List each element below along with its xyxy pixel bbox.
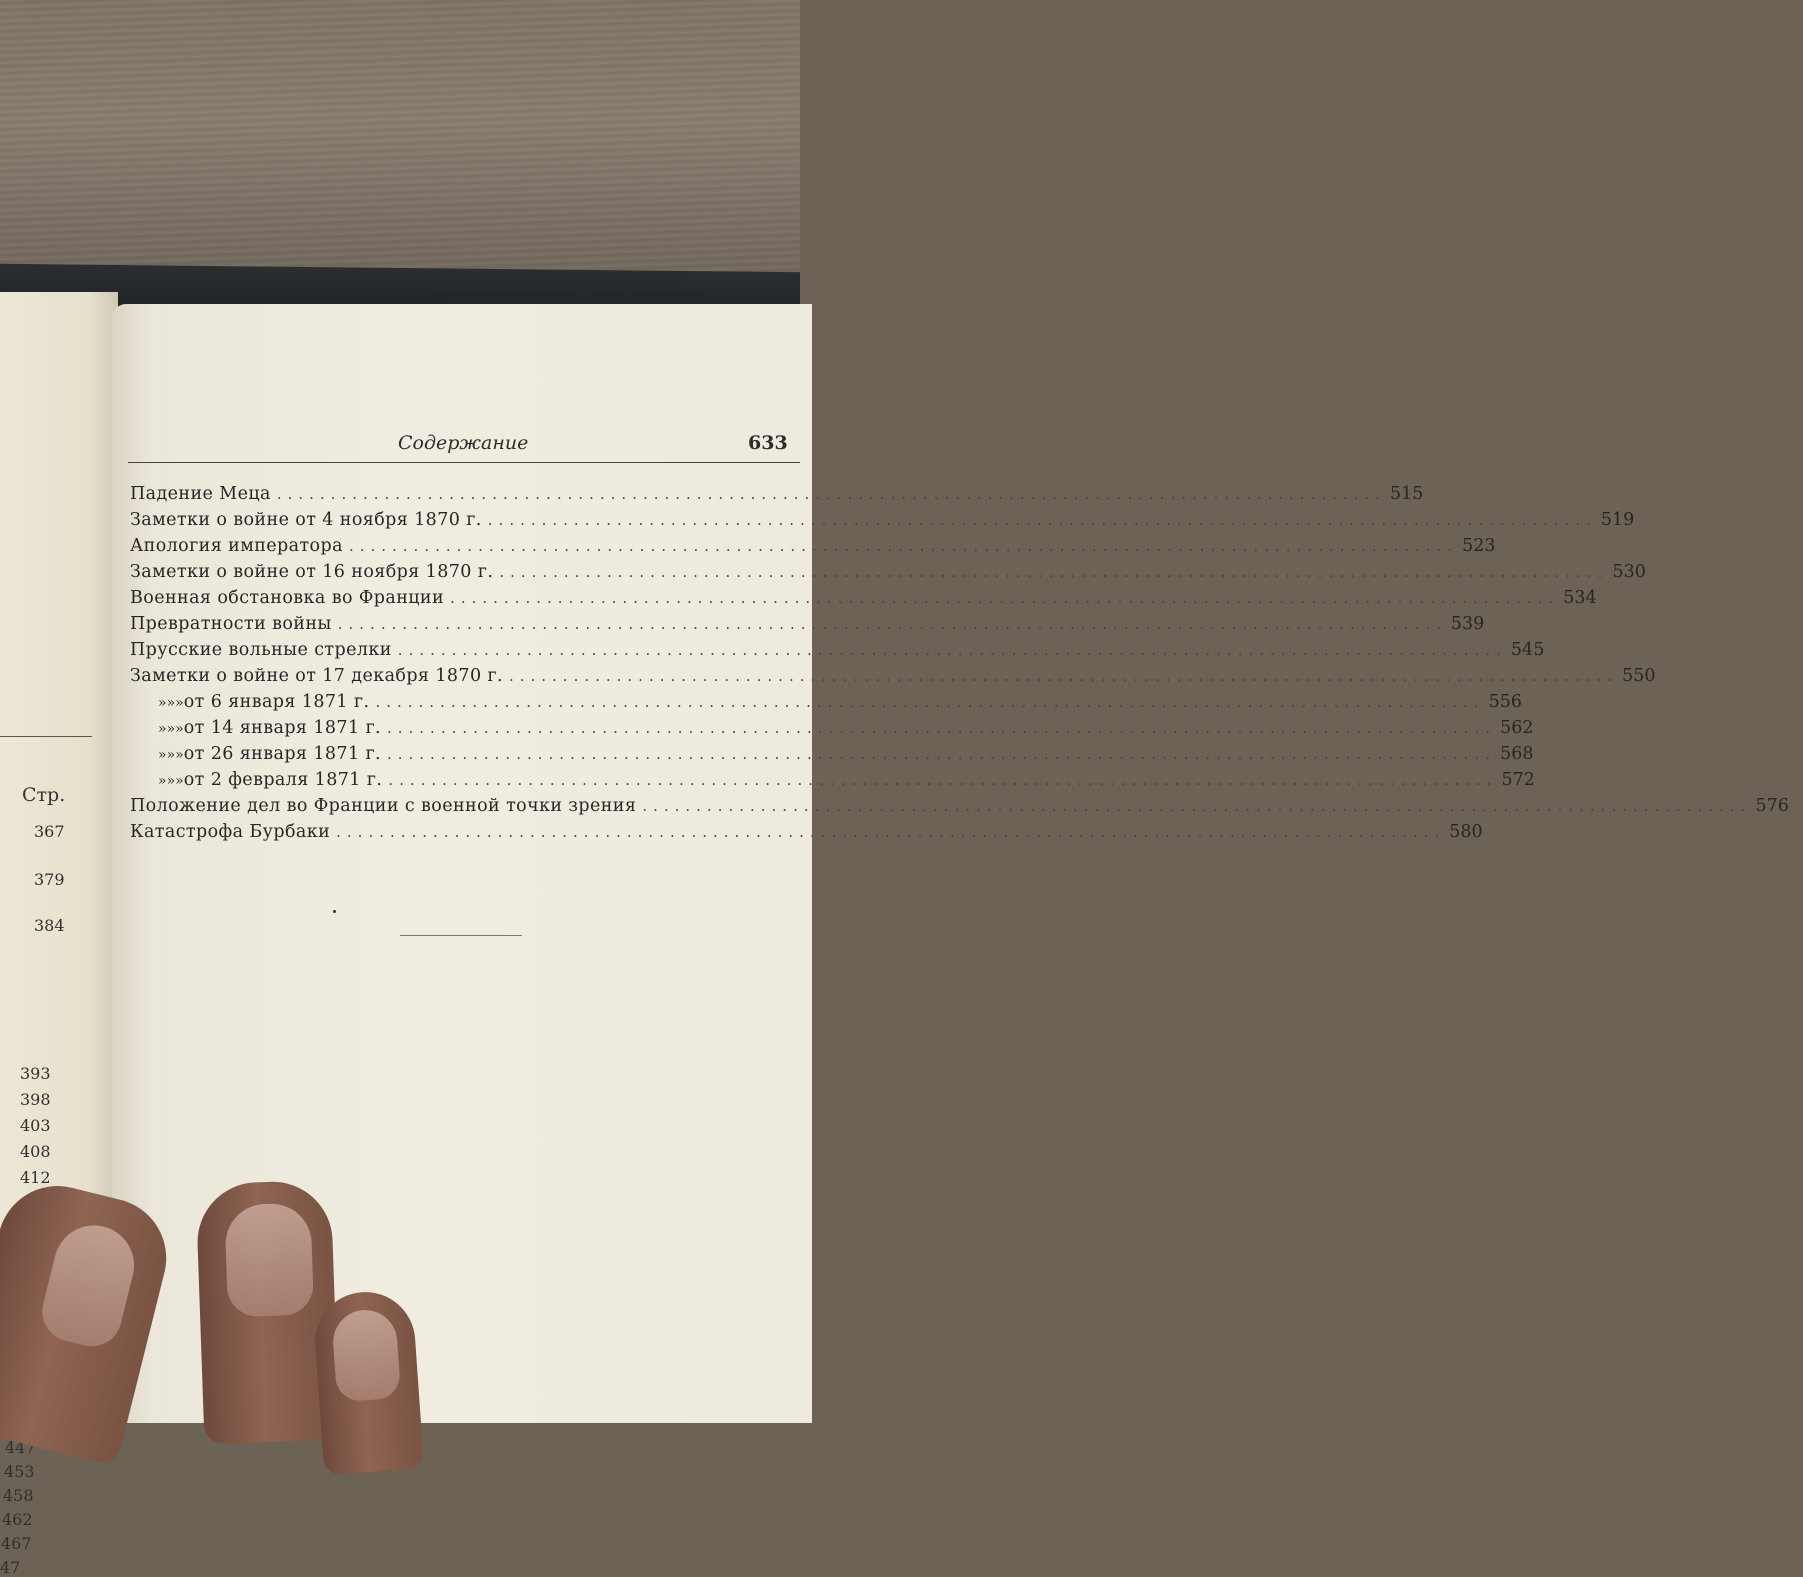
left-page-number: 462	[2, 1510, 33, 1529]
left-page-number: 379	[34, 870, 65, 889]
toc-entry-page: 545	[1510, 640, 1545, 660]
toc-entry	[130, 562, 1646, 588]
header-rule	[128, 462, 800, 463]
toc-entry-title: Прусские вольные стрелки	[130, 640, 392, 660]
fingernail	[36, 1217, 143, 1353]
toc-leader-dots: .......................................................................................................	[386, 719, 1497, 737]
page-number: 633	[748, 432, 788, 454]
left-page-number: 458	[3, 1486, 34, 1505]
toc-entry-page: 580	[1449, 822, 1483, 842]
ditto-mark: »	[175, 747, 184, 763]
toc-entry-page: 523	[1462, 536, 1496, 556]
ditto-mark: »	[166, 695, 176, 711]
left-page-number: 467	[1, 1534, 32, 1553]
ditto-mark: »	[166, 747, 176, 763]
toc-entry-page: 556	[1488, 692, 1522, 712]
toc-entry-page: 515	[1389, 484, 1424, 504]
toc-entry	[130, 510, 1635, 536]
toc-leader-dots: .......................................................................................................	[450, 589, 1560, 607]
toc-entry	[130, 796, 1789, 822]
fingernail	[224, 1202, 314, 1317]
toc-entry-title: Апология императора	[130, 536, 343, 556]
toc-entry-title: от 6 января 1871 г.	[183, 692, 370, 712]
left-page-number: 47	[0, 1558, 21, 1577]
toc-entry	[130, 484, 1424, 510]
ditto-mark: »	[158, 721, 167, 737]
toc-leader-dots: .......................................................................................................	[642, 797, 1752, 815]
toc-entry-page: 550	[1622, 666, 1656, 686]
toc-leader-dots: .......................................................................................................	[348, 537, 1459, 555]
toc-entry-page: 530	[1612, 562, 1646, 582]
table-of-contents	[130, 484, 1789, 848]
toc-entry-title: Катастрофа Бурбаки	[130, 822, 331, 842]
ditto-mark: »	[175, 773, 184, 789]
toc-entry-title: Военная обстановка во Франции	[130, 588, 445, 608]
toc-leader-dots: .......................................................................................................	[499, 563, 1609, 581]
running-head-title: Содержание	[398, 432, 529, 454]
left-page-number: 384	[34, 916, 65, 935]
toc-entry-title: от 14 января 1871 г.	[183, 718, 381, 738]
toc-entry-title: от 26 января 1871 г.	[183, 744, 381, 764]
toc-entry-title: Заметки о войне от 17 декабря 1870 г.	[130, 666, 503, 686]
end-rule	[400, 935, 522, 936]
ditto-mark: »	[158, 747, 167, 763]
toc-leader-dots: .......................................................................................................	[388, 771, 1498, 789]
toc-entry	[130, 640, 1545, 666]
left-page-number: 447	[5, 1438, 36, 1457]
left-page-number: 367	[34, 822, 65, 841]
toc-entry	[130, 770, 1535, 796]
toc-entry	[130, 666, 1656, 692]
toc-entry-title: Падение Меца	[130, 484, 271, 504]
toc-leader-dots: .......................................................................................................	[336, 823, 1446, 841]
left-page-number: 393	[20, 1064, 51, 1083]
ditto-mark: »	[175, 695, 184, 711]
finger-middle	[196, 1180, 340, 1445]
toc-entry	[130, 588, 1597, 614]
toc-leader-dots: .......................................................................................................	[375, 693, 1485, 711]
toc-entry	[130, 614, 1485, 640]
toc-leader-dots: .......................................................................................................	[508, 667, 1619, 685]
left-page-rule	[0, 736, 92, 737]
toc-entry	[130, 822, 1483, 848]
ditto-mark: »	[158, 695, 167, 711]
toc-entry-page: 534	[1563, 588, 1597, 608]
ditto-mark: »	[166, 721, 176, 737]
finger-right	[312, 1289, 424, 1476]
toc-entry-title: Положение дел во Франции с военной точки зрения	[130, 796, 637, 816]
toc-entry	[130, 718, 1534, 744]
toc-leader-dots: .......................................................................................................	[386, 745, 1497, 763]
toc-entry	[130, 536, 1496, 562]
toc-leader-dots: .......................................................................................................	[397, 641, 1507, 659]
toc-entry-page: 572	[1501, 770, 1535, 790]
left-page-number: 403	[20, 1116, 51, 1135]
toc-leader-dots: .......................................................................................................	[276, 485, 1386, 503]
toc-leader-dots: .......................................................................................................	[337, 615, 1447, 633]
toc-entry	[130, 744, 1534, 770]
toc-entry-page: 519	[1600, 510, 1635, 530]
left-page-number: 398	[20, 1090, 51, 1109]
left-page-number: 453	[4, 1462, 35, 1481]
toc-entry-title: Заметки о войне от 16 ноября 1870 г.	[130, 562, 494, 582]
left-page-number: 412	[20, 1168, 51, 1187]
toc-entry-page: 576	[1755, 796, 1789, 816]
toc-leader-dots: .......................................................................................................	[487, 511, 1597, 529]
fingernail	[331, 1308, 401, 1402]
toc-entry-title: Превратности войны	[130, 614, 332, 634]
ink-speck	[333, 910, 336, 913]
toc-entry-page: 539	[1450, 614, 1485, 634]
ditto-mark: »	[166, 773, 176, 789]
ditto-mark: »	[175, 721, 184, 737]
toc-entry-page: 562	[1500, 718, 1534, 738]
toc-entry-title: от 2 февраля 1871 г.	[183, 770, 383, 790]
left-page-column-label: Стр.	[22, 784, 66, 806]
toc-entry-title: Заметки о войне от 4 ноября 1870 г.	[130, 510, 482, 530]
toc-entry-page: 568	[1500, 744, 1534, 764]
wooden-table	[0, 0, 800, 300]
ditto-mark: »	[158, 773, 167, 789]
toc-entry	[130, 692, 1522, 718]
left-page-number: 408	[20, 1142, 51, 1161]
